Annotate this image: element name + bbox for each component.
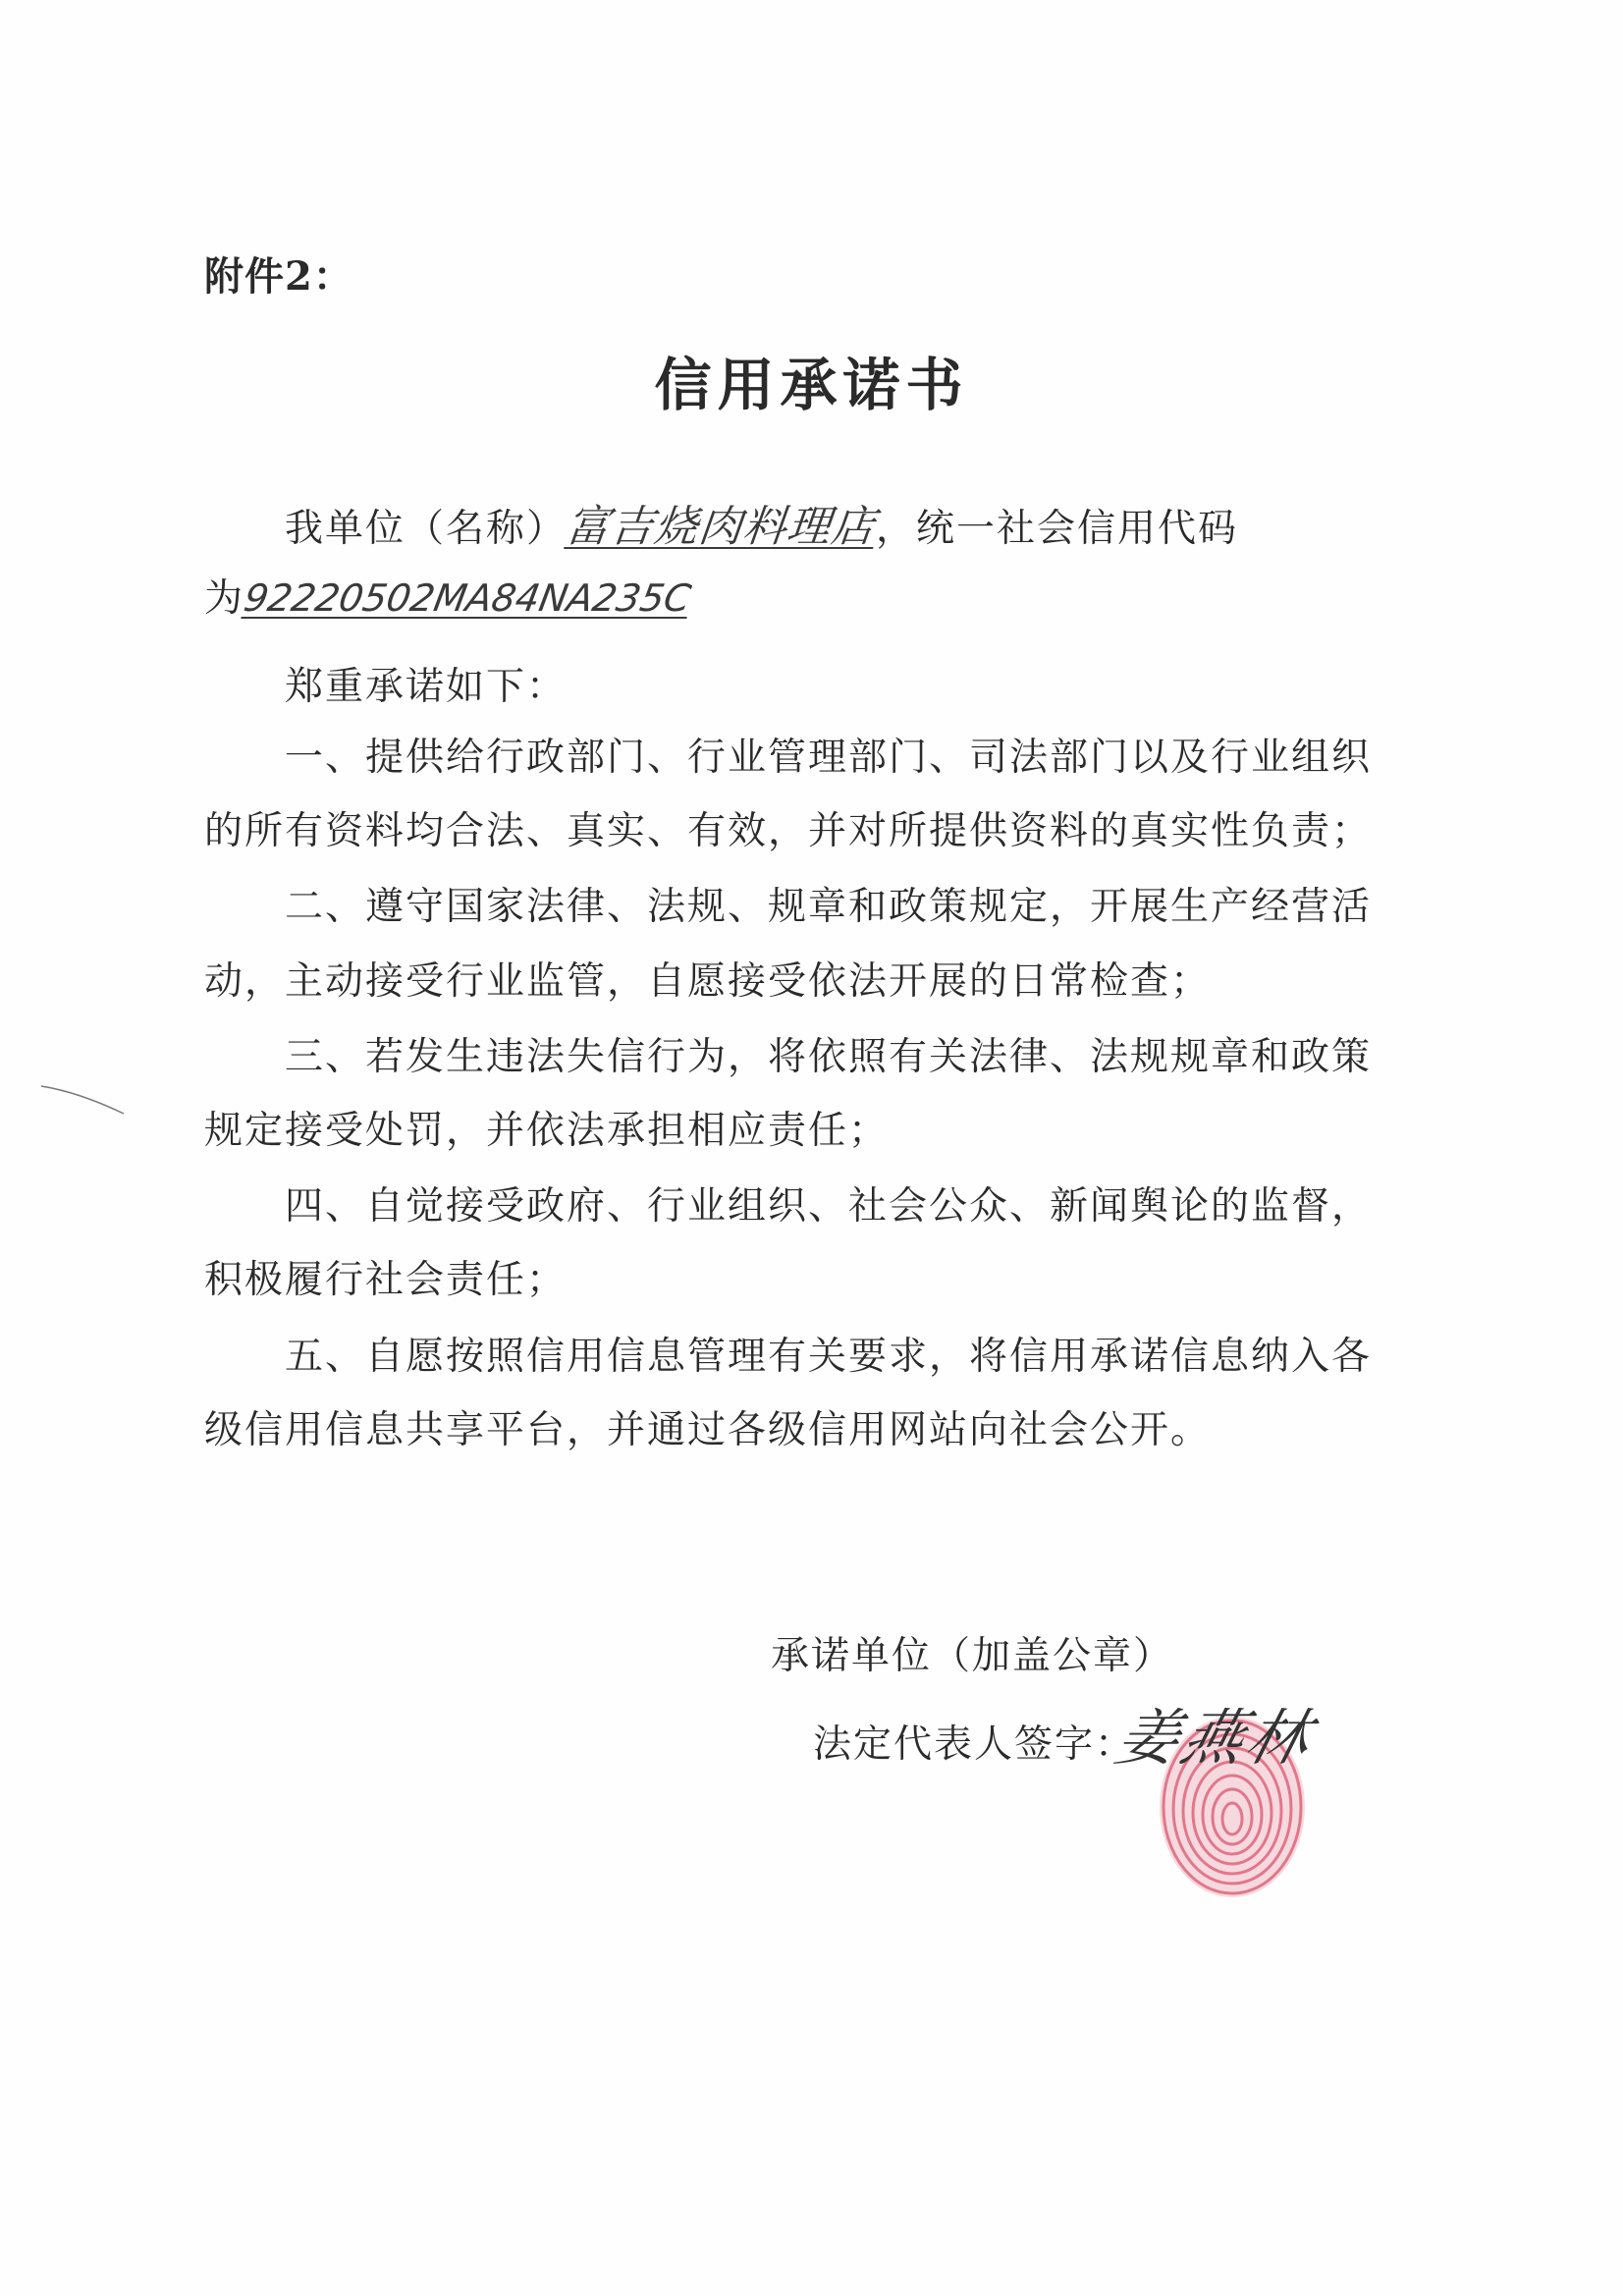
- document-title: 信用承诺书: [654, 352, 969, 418]
- clause-2-line-1: 二、遵守国家法律、法规、规章和政策规定，开展生产经营活: [285, 885, 1373, 929]
- clause-5-line-2: 级信用信息共享平台，并通过各级信用网站向社会公开。: [204, 1408, 1212, 1452]
- legal-rep-label: 法定代表人签字：: [813, 1722, 1136, 1767]
- intro-suffix: ，统一社会信用代码: [876, 507, 1239, 551]
- promising-unit-label: 承诺单位（加盖公章）: [771, 1634, 1174, 1678]
- intro-line2-prefix: 为: [204, 576, 245, 621]
- intro-line-2: [204, 568, 694, 623]
- intro-line-1: [285, 491, 1238, 554]
- clause-1-line-2: 的所有资料均合法、真实、有效，并对所提供资料的真实性负责；: [204, 809, 1373, 853]
- intro-prefix: 我单位（名称）: [285, 507, 568, 551]
- clause-4-line-2: 积极履行社会责任；: [204, 1258, 568, 1302]
- handwritten-credit-code: 92220502MA84NA235C: [241, 576, 694, 620]
- attachment-label: 附件2：: [204, 253, 353, 300]
- pledge-intro: 郑重承诺如下：: [285, 665, 568, 709]
- clause-3-line-1: 三、若发生违法失信行为，将依照有关法律、法规规章和政策: [285, 1035, 1373, 1079]
- legal-rep-signature: 姜燕林: [1109, 1702, 1322, 1774]
- clause-5-line-1: 五、自愿按照信用信息管理有关要求，将信用承诺信息纳入各: [285, 1335, 1373, 1379]
- clause-4-line-1: 四、自觉接受政府、行业组织、社会公众、新闻舆论的监督，: [285, 1184, 1373, 1229]
- clause-3-line-2: 规定接受处罚，并依法承担相应责任；: [204, 1109, 890, 1153]
- clause-2-line-2: 动，主动接受行业监管，自愿接受依法开展的日常检查；: [204, 959, 1212, 1004]
- clause-1-line-1: 一、提供给行政部门、行业管理部门、司法部门以及行业组织: [285, 736, 1373, 780]
- scan-mark-icon: [39, 1080, 128, 1120]
- handwritten-company-name: 富吉烧肉料理店: [563, 502, 879, 552]
